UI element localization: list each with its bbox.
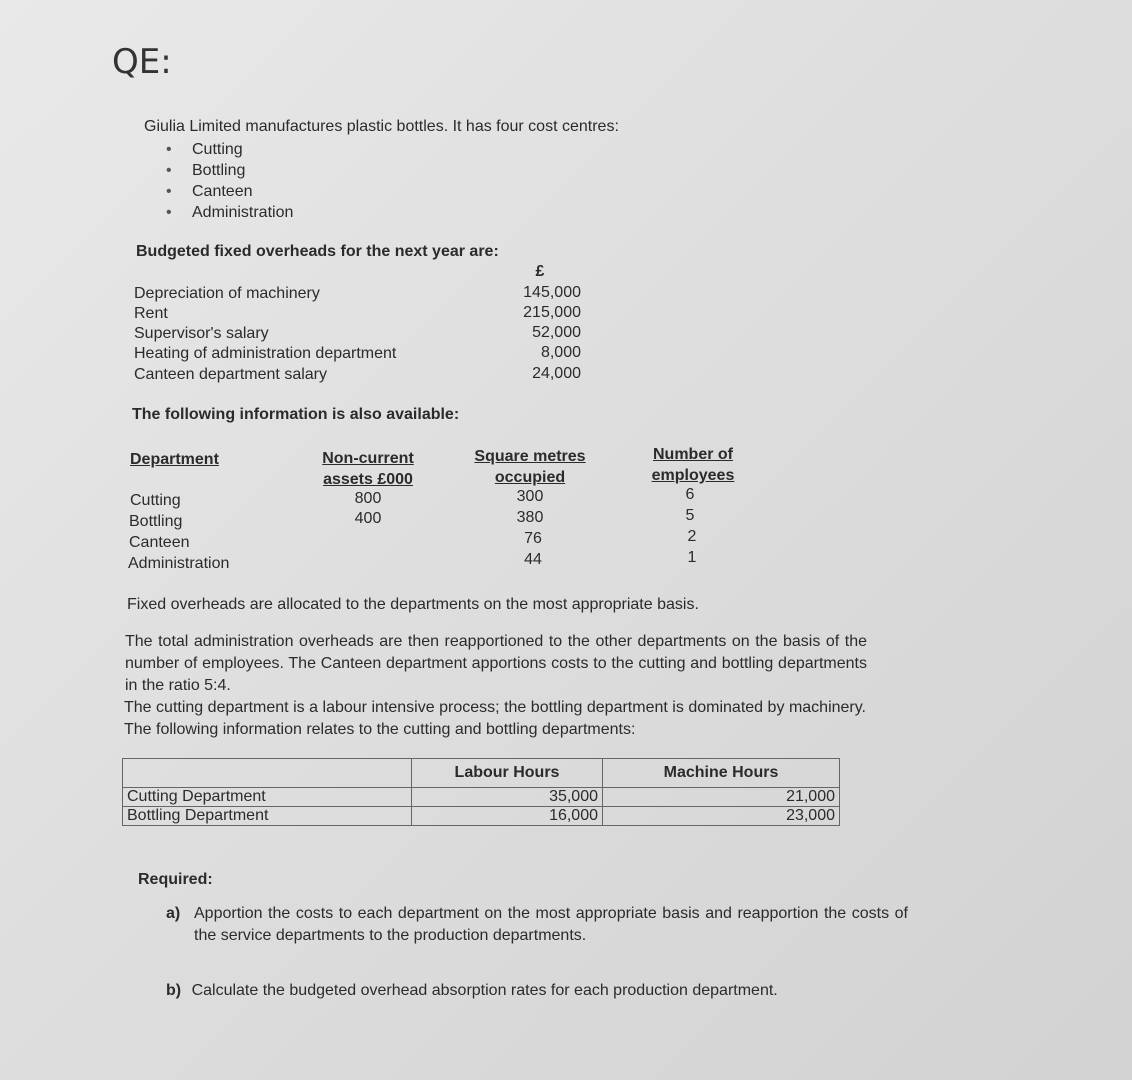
table-cell-employees: 6	[685, 486, 695, 503]
hours-cell-labour: 35,000	[412, 788, 603, 807]
hours-row-department: Bottling Department	[123, 807, 412, 826]
budget-heading: Budgeted fixed overheads for the next year are:	[136, 243, 499, 260]
table-cell-employees: 5	[685, 507, 695, 524]
table-cell-employees: 2	[687, 528, 697, 545]
list-item: • Canteen	[166, 181, 293, 202]
overhead-label: Heating of administration department	[134, 345, 397, 362]
hours-cell-machine: 21,000	[603, 788, 840, 807]
hours-header-labour: Labour Hours	[412, 759, 603, 788]
table-cell-employees: 1	[687, 549, 697, 566]
table-cell-sqm: 76	[524, 530, 542, 547]
table-cell-assets: 800	[354, 490, 382, 507]
col-header-line: Square metres	[474, 448, 586, 465]
overhead-amount: 145,000	[523, 284, 581, 301]
hours-cell-machine: 23,000	[603, 807, 840, 826]
col-header-line: employees	[651, 467, 735, 484]
overhead-label: Supervisor's salary	[134, 325, 269, 342]
currency-symbol: £	[535, 263, 545, 280]
intro-text: Giulia Limited manufactures plastic bottles. It has four cost centres:	[144, 118, 619, 135]
overhead-amount: 24,000	[532, 365, 581, 382]
overhead-label: Depreciation of machinery	[134, 285, 320, 302]
cost-centre-list	[166, 139, 293, 223]
table-row-department: Administration	[128, 555, 230, 572]
table-row-department: Canteen	[129, 534, 190, 551]
col-header-sqm	[462, 446, 598, 488]
overhead-amount: 52,000	[532, 324, 581, 341]
page-title: QE:	[112, 42, 172, 82]
list-item: • Bottling	[166, 160, 293, 181]
overhead-label: Rent	[134, 305, 168, 322]
overhead-amount: 8,000	[540, 344, 581, 361]
table-cell-sqm: 380	[516, 509, 544, 526]
required-item-b	[166, 980, 778, 1002]
item-label: a)	[166, 905, 181, 922]
list-item: • Cutting	[166, 139, 293, 160]
overhead-label: Canteen department salary	[134, 366, 327, 383]
table-cell-sqm: 44	[524, 551, 542, 568]
item-text: Apportion the costs to each department on the most appropriate basis and reapportion the costs of the service departments to the production departments.	[194, 905, 908, 944]
col-header-line: occupied	[494, 469, 566, 486]
col-header-line: assets £000	[323, 471, 413, 488]
info-heading: The following information is also available:	[132, 406, 460, 423]
item-label: b)	[166, 982, 182, 999]
col-header-department: Department	[130, 451, 219, 468]
col-header-line: Number of	[653, 446, 733, 463]
reapportion-paragraph: The total administration overheads are then reapportioned to the other departments on the basis of the number of employees. The Canteen department apportions costs to the cutting and bottling departments in the ratio 5:4.	[125, 633, 867, 694]
allocation-paragraph: Fixed overheads are allocated to the departments on the most appropriate basis.	[127, 596, 699, 613]
hours-cell-labour: 16,000	[412, 807, 603, 826]
required-heading: Required:	[138, 871, 213, 888]
list-item: • Administration	[166, 202, 293, 223]
table-cell-assets: 400	[354, 510, 382, 527]
table-row-department: Bottling	[129, 513, 183, 530]
item-text: Calculate the budgeted overhead absorption rates for each production department.	[191, 982, 778, 999]
hours-row-department: Cutting Department	[123, 788, 412, 807]
table-cell-sqm: 300	[516, 488, 544, 505]
table-row-department: Cutting	[130, 492, 181, 509]
overhead-amount: 215,000	[523, 304, 581, 321]
hours-header-blank	[123, 759, 412, 788]
col-header-employees	[640, 444, 746, 486]
hours-header-machine: Machine Hours	[603, 759, 840, 788]
process-paragraph: The cutting department is a labour intensive process; the bottling department is dominated by machinery. The following information relates to the cutting and bottling departments:	[124, 699, 866, 738]
required-item-a	[166, 903, 908, 944]
col-header-line: Non-current	[322, 450, 414, 467]
col-header-assets	[310, 448, 426, 490]
hours-table	[122, 758, 840, 826]
